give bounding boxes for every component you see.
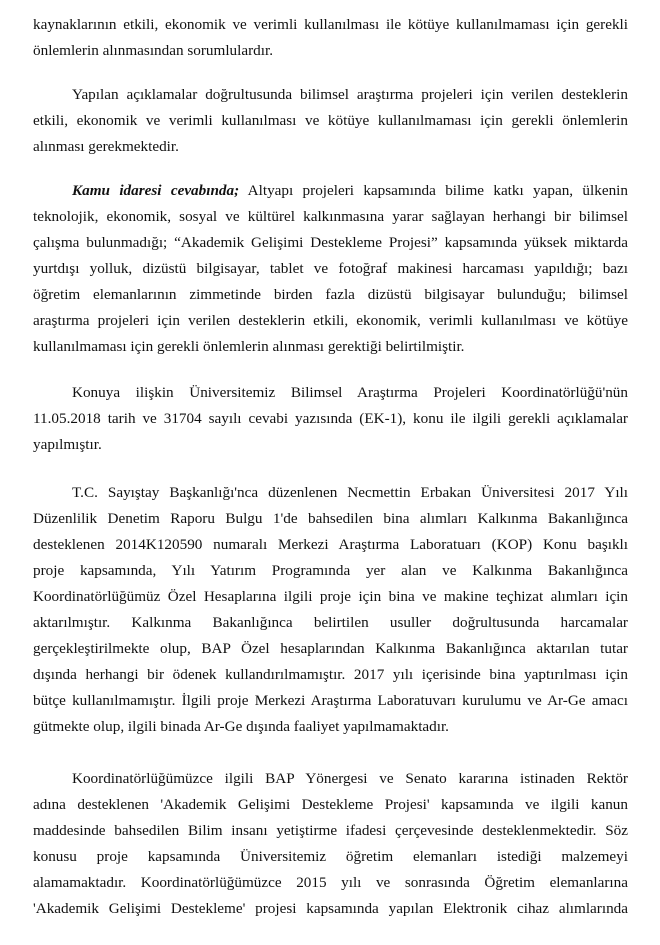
text-line: alamamaktadır. Koordinatörlüğümüzce 2015 yılı ve sonrasında Öğretim elemanlarına [33,874,628,891]
text-line: kaynaklarının etkili, ekonomik ve verimli kullanılması ile kötüye kullanılmaması için gerekli [33,16,628,33]
text-line: Koordinatörlüğümüz Özel Hesaplarına ilgili proje için bina ve makine teçhizat alımları için [33,588,628,605]
text-line: öğretim elemanlarının zimmetinde birden fazla dizüstü bilgisayar bulunduğu; bilimsel [33,286,628,303]
text-line: gütmekte olup, ilgili binada Ar-Ge dışında faaliyet yapılmamaktadır. [33,718,449,735]
text-span: Altyapı projeleri kapsamında bilime katkı yapan, ülkenin [247,182,628,199]
text-line: Konuya ilişkin Üniversitemiz Bilimsel Araştırma Projeleri Koordinatörlüğü'nün [72,384,628,401]
text-line: etkili, ekonomik ve verimli kullanılması ve kötüye kullanılmaması için gerekli önlemlerin [33,112,628,129]
text-line: aktarılmıştır. Kalkınma Bakanlığınca belirtilen usuller doğrultusunda harcamalar [33,614,628,631]
text-line: dışında herhangi bir ödenek kullandırılmamıştır. 2017 yılı içerisinde bina yaptırılması için [33,666,628,683]
text-line: çalışma bulunmadığı; “Akademik Gelişimi Destekleme Projesi” kapsamında yüksek miktarda [33,234,628,251]
text-line: bütçe kullanılmamıştır. İlgili proje Merkezi Araştırma Laboratuvarı kurulumu ve Ar-Ge amacı [33,692,628,709]
lead-label: Kamu idaresi cevabında; [72,182,240,199]
text-line: Koordinatörlüğümüzce ilgili BAP Yönergesi ve Senato kararına istinaden Rektör [72,770,628,787]
text-line: Yapılan açıklamalar doğrultusunda bilimsel araştırma projeleri için verilen desteklerin [72,86,628,103]
text-line: araştırma projeleri için verilen desteklerin etkili, ekonomik, verimli kullanılması ve kötüye [33,312,628,329]
text-line: 'Akademik Gelişimi Destekleme' projesi kapsamında yapılan Elektronik cihaz alımlarında [33,900,628,917]
text-line: 11.05.2018 tarih ve 31704 sayılı cevabi yazısında (EK-1), konu ile ilgili gerekli açıklamalar [33,410,628,427]
text-line: desteklenen 2014K120590 numaralı Merkezi Araştırma Laboratuarı (KOP) Konu başıklı [33,536,628,553]
text-line: Düzenlilik Denetim Raporu Bulgu 1'de bahsedilen bina alımları Kalkınma Bakanlığınca [33,510,628,527]
text-line: adına desteklenen 'Akademik Gelişimi Destekleme Projesi' kapsamında ve ilgili kanun [33,796,628,813]
text-line: proje kapsamında, Yılı Yatırım Programında yer alan ve Kalkınma Bakanlığınca [33,562,628,579]
text-line: teknolojik, ekonomik, sosyal ve kültürel kalkınmasına yarar sağlayan herhangi bir bilimsel [33,208,628,225]
text-line-with-lead [72,178,628,204]
text-line: gerçekleştirilmekte olup, BAP Özel hesaplarından Kalkınma Bakanlığınca aktarılan tutar [33,640,628,657]
text-line: yurtdışı yolluk, dizüstü bilgisayar, tablet ve fotoğraf makinesi harcaması yapıldığı; bazı [33,260,628,277]
text-line: alınması gerekmektedir. [33,138,179,155]
text-line: kullanılmaması için gerekli önlemlerin alınması gerektiği belirtilmiştir. [33,338,465,355]
text-line: maddesinde bahsedilen Bilim insanı yetiştirme ifadesi çerçevesinde desteklenmektedir. Söz [33,822,628,839]
text-line: önlemlerin alınmasından sorumlulardır. [33,42,273,59]
text-line: yapılmıştır. [33,436,102,453]
text-line: T.C. Sayıştay Başkanlığı'nca düzenlenen Necmettin Erbakan Üniversitesi 2017 Yılı [72,484,628,501]
text-line: konusu proje kapsamında Üniversitemiz öğretim elemanları istediği malzemeyi [33,848,628,865]
